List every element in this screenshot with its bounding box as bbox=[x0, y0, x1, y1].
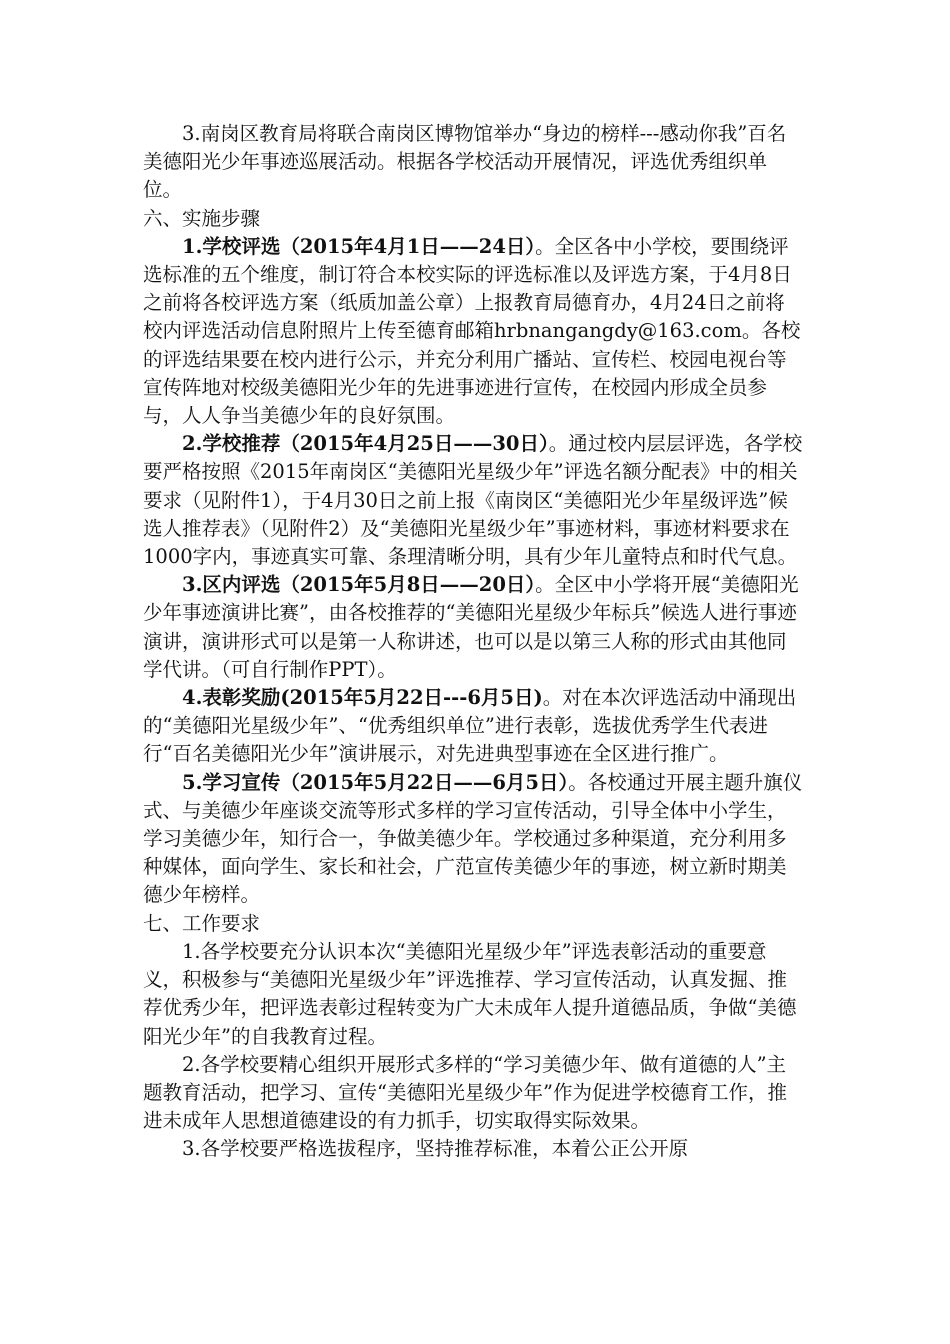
section-heading-implementation-steps bbox=[143, 205, 803, 233]
paragraph-text: 。对在本次评选活动中涌现出的“美德阳光星级少年”、“优秀组织单位”进行表彰，选拔优秀学生代表进行“百名美德阳光少年”演讲展示，对先进典型事迹在全区进行推广。 bbox=[143, 686, 797, 766]
section-heading-work-requirements bbox=[143, 910, 803, 938]
paragraph-text: 3.南岗区教育局将联合南岗区博物馆举办“身边的榜样---感动你我”百名美德阳光少年事迹巡展活动。根据各学校活动开展情况，评选优秀组织单位。 bbox=[143, 122, 787, 202]
heading-text: 六、实施步骤 bbox=[143, 206, 261, 230]
paragraph-lead: 4.表彰奖励(2015年5月22日---6月5日) bbox=[182, 686, 543, 710]
paragraph-text: 2.各学校要精心组织开展形式多样的“学习美德少年、做有道德的人”主题教育活动，把学习、宣传“美德阳光星级少年”作为促进学校德育工作，推进未成年人思想道德建设的有力抓手，切实取得实际效果。 bbox=[143, 1052, 787, 1133]
paragraph-text: 。各校通过开展主题升旗仪式、与美德少年座谈交流等形式多样的学习宣传活动，引导全体中小学生，学习美德少年，知行合一，争做美德少年。学校通过多种渠道，充分利用多种媒体，面向学生、家长和社会，广范宣传美德少年的事迹，树立新时期美德少年榜样。 bbox=[143, 770, 803, 907]
paragraph-text: 1.各学校要充分认识本次“美德阳光星级少年”评选表彰活动的重要意义，积极参与“美德阳光星级少年”评选推荐、学习宣传活动，认真发掘、推荐优秀少年，把评选表彰过程转变为广大未成年人提升道德品质，争做“美德阳光少年”的自我教育过程。 bbox=[143, 939, 797, 1048]
paragraph-step-commendation bbox=[143, 684, 803, 769]
paragraph-requirement-1 bbox=[143, 938, 803, 1051]
paragraph-text: 3.各学校要严格选拔程序，坚持推荐标准，本着公正公开原 bbox=[182, 1137, 689, 1161]
paragraph-requirement-2 bbox=[143, 1051, 803, 1136]
paragraph-step-district-selection bbox=[143, 571, 803, 684]
paragraph-lead: 1.学校评选（2015年4月1日——24日） bbox=[182, 234, 536, 258]
document-page bbox=[143, 120, 803, 1164]
paragraph-requirement-3 bbox=[143, 1135, 803, 1163]
paragraph-text: 。全区各中小学校，要围绕评选标准的五个维度，制订符合本校实际的评选标准以及评选方案，于4月8日之前将各校评选方案（纸质加盖公章）上报教育局德育办，4月24日之前将校内评选活动信息附照片上传至德育邮箱hrbnangangdy@163.com。各校的评选结果要在校内进行公示，并充分利用广播站、宣传栏、校园电视台等宣传阵地对校级美德阳光少年的先进事迹进行宣传，在校园内形成全员参与，人人争当美德少年的良好氛围。 bbox=[143, 234, 801, 428]
paragraph-text: 。通过校内层层评选，各学校要严格按照《2015年南岗区“美德阳光星级少年”评选名额分配表》中的相关要求（见附件1），于4月30日之前上报《南岗区“美德阳光少年星级评选”候选人推荐表》（见附件2）及“美德阳光星级少年”事迹材料，事迹材料要求在1000字内，事迹真实可靠、条理清晰分明，具有少年儿童特点和时代气息。 bbox=[143, 432, 803, 569]
paragraph-step-school-selection bbox=[143, 233, 803, 430]
paragraph-step-learning-publicity bbox=[143, 769, 803, 910]
paragraph-lead: 2.学校推荐（2015年4月25日——30日） bbox=[182, 432, 549, 456]
paragraph-lead: 5.学习宣传（2015年5月22日——6月5日） bbox=[182, 770, 569, 794]
paragraph-lead: 3.区内评选（2015年5月8日——20日） bbox=[182, 573, 536, 597]
paragraph-step-school-recommendation bbox=[143, 430, 803, 571]
paragraph-text: 。全区中小学将开展“美德阳光少年事迹演讲比赛”，由各校推荐的“美德阳光星级少年标兵”候选人进行事迹演讲，演讲形式可以是第一人称讲述，也可以是以第三人称的形式由其他同学代讲。（可自行制作PPT）。 bbox=[143, 573, 799, 681]
heading-text: 七、工作要求 bbox=[143, 911, 261, 935]
paragraph-exhibition-activity bbox=[143, 120, 803, 205]
